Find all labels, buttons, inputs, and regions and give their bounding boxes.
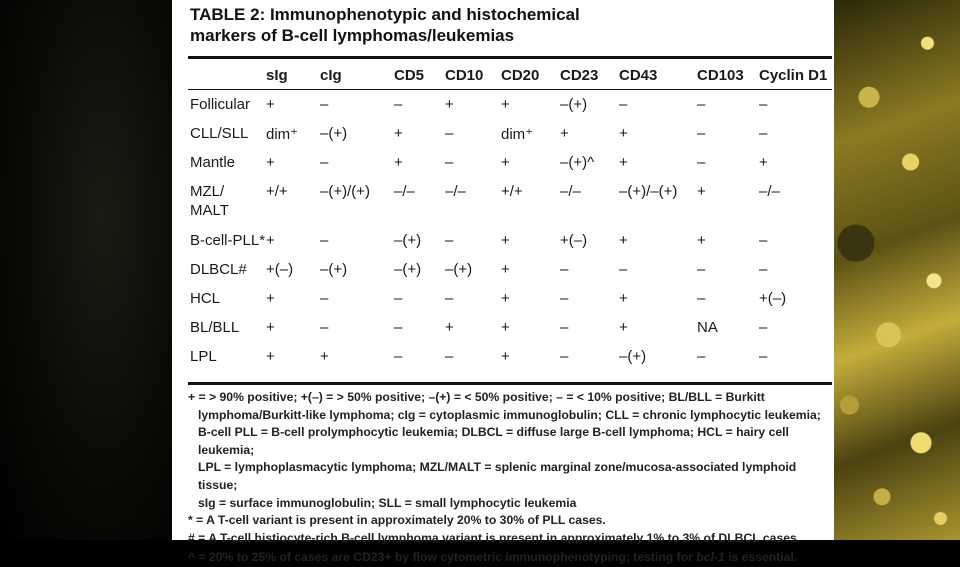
- footnote-caret-suffix: is essential.: [724, 550, 798, 565]
- table-row: [188, 342, 832, 371]
- marker-cell: –: [697, 96, 706, 113]
- dark-background: [0, 0, 172, 540]
- marker-cell: –: [560, 319, 569, 336]
- marker-cell: dim⁺: [501, 125, 534, 143]
- water-droplets-background: [830, 0, 960, 540]
- marker-cell: –: [394, 290, 403, 307]
- marker-cell: +: [697, 232, 706, 249]
- footnote-caret-text: ^ = 20% to 25% of cases are CD23+ by flow cytometric immunophenotyping; testing for: [188, 550, 697, 565]
- legend-line: lymphoma/Burkitt-like lymphoma; cIg = cytoplasmic immunoglobulin; CLL = chronic lymphocytic leukemia;: [198, 407, 821, 422]
- marker-cell: +: [266, 319, 275, 336]
- column-header: CD23: [560, 66, 599, 84]
- row-label: Follicular: [190, 96, 251, 113]
- marker-cell: –(+): [619, 348, 647, 365]
- table-row: [188, 148, 832, 177]
- column-header: sIg: [266, 66, 288, 84]
- legend-line: B-cell PLL = B-cell prolymphocytic leukemia; DLBCL = diffuse large B-cell lymphoma; HCL = hairy cell leukemia;: [198, 425, 789, 457]
- marker-cell: –: [697, 348, 706, 365]
- column-header: CD43: [619, 66, 658, 84]
- marker-cell: –: [560, 290, 569, 307]
- marker-cell: –/–: [759, 183, 780, 200]
- title-line-1: TABLE 2: Immunophenotypic and histochemical: [190, 5, 580, 24]
- row-label: Mantle: [190, 154, 236, 171]
- column-header: [188, 60, 264, 90]
- marker-cell: +: [501, 290, 510, 307]
- marker-cell: –: [320, 154, 329, 171]
- marker-cell: –: [619, 96, 628, 113]
- marker-cell: –: [759, 261, 768, 278]
- marker-cell: –: [759, 232, 768, 249]
- marker-cell: +: [445, 319, 454, 336]
- footnote-caret-italic: bcl-1: [696, 550, 725, 565]
- marker-cell: +: [501, 261, 510, 278]
- header-bottom-rule: [188, 89, 832, 90]
- marker-cell: +: [619, 319, 628, 336]
- marker-cell: –/–: [560, 183, 581, 200]
- legend-line: LPL = lymphoplasmacytic lymphoma; MZL/MALT = splenic marginal zone/mucosa-associated lymphoid tissue;: [198, 460, 797, 492]
- footnote-hash: # = A T-cell histiocyte-rich B-cell lymphoma variant is present in approximately 1% to 3% of DLBCL cases.: [188, 530, 801, 545]
- marker-cell: +: [501, 348, 510, 365]
- marker-cell: +: [759, 154, 768, 171]
- marker-cell: +: [266, 154, 275, 171]
- marker-cell: –: [320, 232, 329, 249]
- marker-cell: –(+): [394, 232, 422, 249]
- column-header: CD10: [445, 66, 484, 84]
- column-header: cIg: [320, 66, 342, 84]
- marker-cell: NA: [697, 319, 718, 336]
- row-label: BL/BLL: [190, 319, 240, 336]
- marker-cell: –: [320, 319, 329, 336]
- marker-cell: –/–: [445, 183, 466, 200]
- table-row: [188, 313, 832, 342]
- marker-cell: +: [266, 290, 275, 307]
- marker-cell: –(+): [394, 261, 422, 278]
- footnote-caret: [188, 549, 832, 567]
- table-row: [188, 226, 832, 255]
- table-footnotes: [188, 389, 832, 567]
- marker-cell: –(+)^: [560, 154, 595, 171]
- marker-cell: –: [560, 261, 569, 278]
- marker-cell: +: [394, 125, 403, 142]
- marker-cell: +: [320, 348, 329, 365]
- marker-cell: +: [501, 232, 510, 249]
- marker-cell: dim⁺: [266, 125, 299, 143]
- marker-cell: +: [697, 183, 706, 200]
- marker-cell: –: [320, 96, 329, 113]
- row-label: HCL: [190, 290, 221, 307]
- marker-cell: +: [619, 154, 628, 171]
- row-label: DLBCL#: [190, 261, 247, 278]
- column-header: CD5: [394, 66, 425, 84]
- marker-cell: +: [266, 348, 275, 365]
- column-header: Cyclin D1: [759, 66, 828, 84]
- column-header: CD20: [501, 66, 540, 84]
- table-row: [188, 255, 832, 284]
- marker-cell: –: [445, 290, 454, 307]
- marker-cell: –(+)/–(+): [619, 183, 678, 200]
- table-header-row: [188, 60, 832, 90]
- marker-cell: –: [619, 261, 628, 278]
- marker-cell: –: [759, 96, 768, 113]
- marker-cell: +: [619, 125, 628, 142]
- marker-cell: +: [394, 154, 403, 171]
- row-label: MZL/ MALT: [190, 183, 229, 219]
- marker-cell: –: [697, 154, 706, 171]
- marker-cell: –: [394, 96, 403, 113]
- marker-cell: –: [759, 319, 768, 336]
- marker-cell: +(–): [560, 232, 588, 249]
- marker-cell: –: [445, 232, 454, 249]
- marker-cell: –: [445, 154, 454, 171]
- marker-cell: –: [697, 290, 706, 307]
- marker-cell: +/+: [501, 183, 523, 200]
- marker-cell: +: [619, 290, 628, 307]
- table-bottom-rule: [188, 382, 832, 385]
- marker-cell: –: [560, 348, 569, 365]
- marker-cell: –: [697, 125, 706, 142]
- table-row: [188, 284, 832, 313]
- marker-cell: –(+): [320, 125, 348, 142]
- marker-cell: +: [445, 96, 454, 113]
- marker-cell: –: [759, 348, 768, 365]
- marker-cell: +/+: [266, 183, 288, 200]
- row-label: LPL: [190, 348, 217, 365]
- marker-cell: –: [445, 125, 454, 142]
- marker-cell: –: [394, 319, 403, 336]
- table-row: [188, 177, 832, 226]
- marker-cell: –(+): [445, 261, 473, 278]
- marker-cell: –(+): [560, 96, 588, 113]
- marker-cell: –: [445, 348, 454, 365]
- marker-cell: +: [619, 232, 628, 249]
- marker-cell: +: [501, 96, 510, 113]
- marker-cell: +(–): [759, 290, 787, 307]
- table-row: [188, 90, 832, 119]
- marker-cell: –(+)/(+): [320, 183, 371, 200]
- header-top-rule: [188, 56, 832, 59]
- table-document: [172, 0, 834, 565]
- marker-cell: +(–): [266, 261, 294, 278]
- marker-cell: –: [697, 261, 706, 278]
- legend-line: + = > 90% positive; +(–) = > 50% positive; –(+) = < 50% positive; – = < 10% positive; BL/BLL = Burkitt: [188, 390, 765, 404]
- marker-cell: +: [266, 232, 275, 249]
- marker-cell: +: [266, 96, 275, 113]
- column-header: CD103: [697, 66, 744, 84]
- table-row: [188, 119, 832, 148]
- row-label: B-cell-PLL*: [190, 232, 266, 249]
- title-line-2: markers of B-cell lymphomas/leukemias: [190, 26, 515, 45]
- marker-cell: +: [501, 319, 510, 336]
- markers-table: [188, 60, 832, 371]
- marker-cell: +: [560, 125, 569, 142]
- legend-line: sIg = surface immunoglobulin; SLL = small lymphocytic leukemia: [198, 495, 577, 510]
- footnote-star: * = A T-cell variant is present in approximately 20% to 30% of PLL cases.: [188, 513, 606, 528]
- marker-cell: +: [501, 154, 510, 171]
- marker-cell: –/–: [394, 183, 415, 200]
- table-title: [190, 4, 790, 46]
- marker-cell: –: [394, 348, 403, 365]
- marker-cell: –: [759, 125, 768, 142]
- row-label: CLL/SLL: [190, 125, 249, 142]
- marker-cell: –(+): [320, 261, 348, 278]
- marker-cell: –: [320, 290, 329, 307]
